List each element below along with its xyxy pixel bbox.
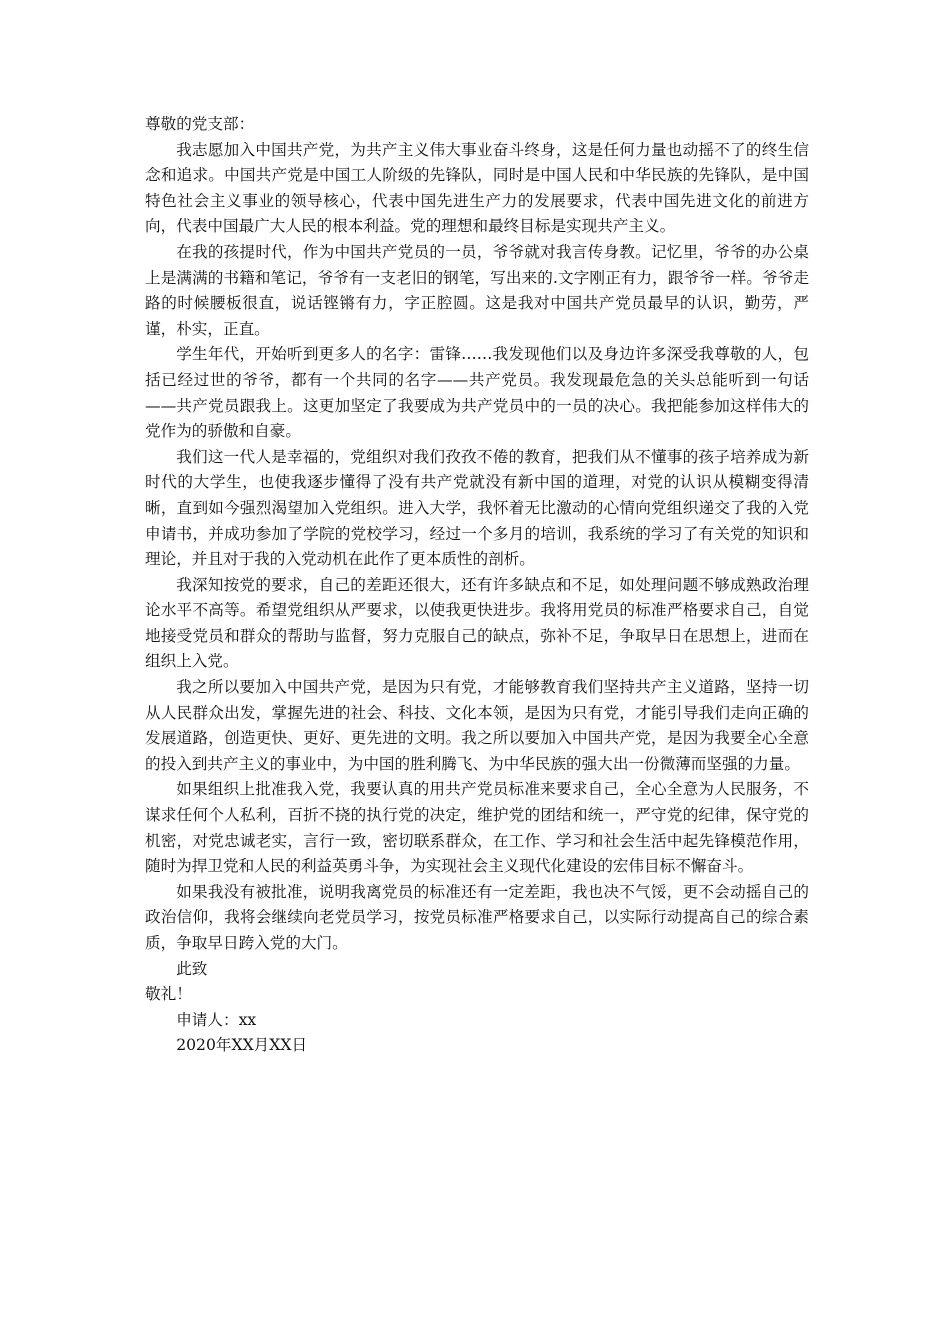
paragraph-7: 如果组织上批准我入党，我要认真的用共产党员标准来要求自己，全心全意为人民服务，不谋求任何个人私利，百折不挠的执行党的决定，维护党的团结和统一，严守党的纪律，保守党的机密，对党忠诚老实，言行一致，密切联系群众，在工作、学习和社会生活中起先锋模范作用，随时为捍卫党和人民的利益英勇斗争，为实现社会主义现代化建设的宏伟目标不懈奋斗。 xyxy=(145,780,809,876)
applicant-signature: 申请人：xx xyxy=(176,1010,257,1029)
paragraph-3: 学生年代，开始听到更多人的名字：雷锋……我发现他们以及身边许多深受我尊敬的人，包括已经过世的爷爷，都有一个共同的名字——共产党员。我发现最危急的关头总能听到一句话——共产党员跟我上。这更加坚定了我要成为共产党员中的一员的决心。我把能参加这样伟大的党作为的骄傲和自豪。 xyxy=(145,345,809,441)
letter-date: 2020年XX月XX日 xyxy=(176,1036,308,1055)
paragraph-4: 我们这一代人是幸福的，党组织对我们孜孜不倦的教育，把我们从不懂事的孩子培养成为新时代的大学生，也使我逐步懂得了没有共产党就没有新中国的道理，对党的认识从模糊变得清晰，直到如今强烈渴望加入党组织。进入大学，我怀着无比激动的心情向党组织递交了我的入党申请书，并成功参加了学院的党校学习，经过一个多月的培训，我系统的学习了有关党的知识和理论，并且对于我的入党动机在此作了更本质性的剖析。 xyxy=(145,447,809,569)
paragraph-2: 在我的孩提时代，作为中国共产党员的一员，爷爷就对我言传身教。记忆里，爷爷的办公桌上是满满的书籍和笔记，爷爷有一支老旧的钢笔，写出来的.文字刚正有力，跟爷爷一样。爷爷走路的时候腰板很直，说话铿锵有力，字正腔圆。这是我对中国共产党员最早的认识，勤劳，严谨，朴实，正直。 xyxy=(145,242,809,338)
regards: 敬礼！ xyxy=(145,985,192,1004)
paragraph-1: 我志愿加入中国共产党，为共产主义伟大事业奋斗终身，这是任何力量也动摇不了的终生信念和追求。中国共产党是中国工人阶级的先锋队，同时是中国人民和中华民族的先锋队，是中国特色社会主义事业的领导核心，代表中国先进生产力的发展要求，代表中国先进文化的前进方向，代表中国最广大人民的根本利益。党的理想和最终目标是实现共产主义。 xyxy=(145,140,809,236)
paragraph-5: 我深知按党的要求，自己的差距还很大，还有许多缺点和不足，如处理问题不够成熟政治理论水平不高等。希望党组织从严要求，以使我更快进步。我将用党员的标准严格要求自己，自觉地接受党员和群众的帮助与监督，努力克服自己的缺点，弥补不足，争取早日在思想上，进而在组织上入党。 xyxy=(145,575,809,671)
salutation: 尊敬的党支部： xyxy=(145,115,255,133)
letter-page xyxy=(145,112,809,1059)
closing: 此致 xyxy=(176,959,208,978)
paragraph-6: 我之所以要加入中国共产党，是因为只有党，才能够教育我们坚持共产主义道路，坚持一切从人民群众出发，掌握先进的社会、科技、文化本领，是因为只有党，才能引导我们走向正确的发展道路，创造更快、更好、更先进的文明。我之所以要加入中国共产党，是因为我要全心全意的投入到共产主义的事业中，为中国的胜利腾飞、为中华民族的强大出一份微薄而坚强的力量。 xyxy=(145,678,809,773)
paragraph-8: 如果我没有被批准，说明我离党员的标准还有一定差距，我也决不气馁，更不会动摇自己的政治信仰，我将会继续向老党员学习，按党员标准严格要求自己，以实际行动提高自己的综合素质，争取早日跨入党的大门。 xyxy=(145,882,809,952)
